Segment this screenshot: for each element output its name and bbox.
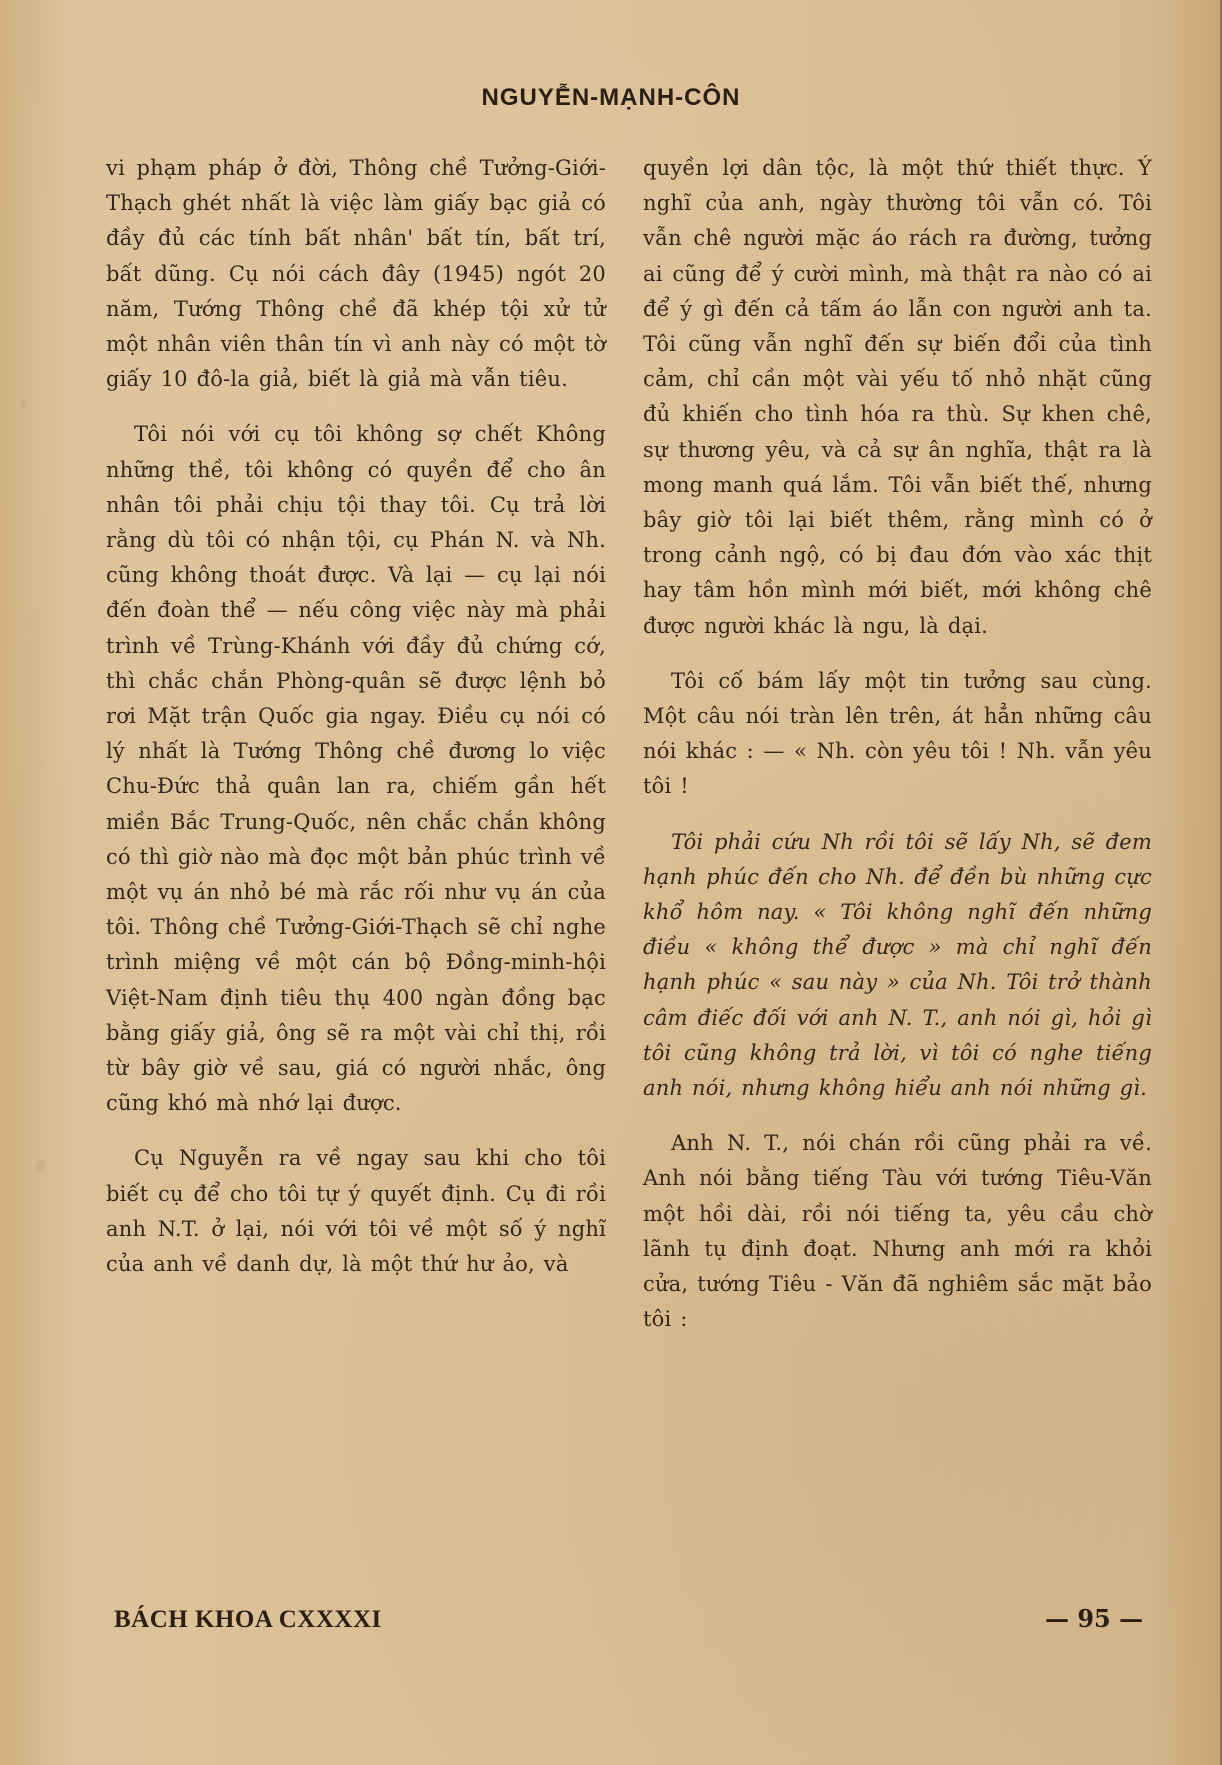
- paragraph: Cụ Nguyễn ra về ngay sau khi cho tôi biết cụ để cho tôi tự ý quyết định. Cụ đi rồi anh N.T. ở lại, nói với tôi về một số ý nghĩ của anh về danh dự, là một thứ hư ảo, và: [106, 1146, 606, 1277]
- paragraph: vi phạm pháp ở đời, Thông chề Tưởng-Giới-Thạch ghét nhất là việc làm giấy bạc giả có đầy đủ các tính bất nhân' bất tín, bất trí, bất dũng. Cụ nói cách đây (1945) ngót 20 năm, Tướng Thông chề đã khép tội xử tử một nhân viên thân tín vì anh này có một tờ giấy 10 đô-la giả, biết là giả mà vẫn tiêu.: [106, 156, 606, 392]
- paragraph-italic: Tôi phải cứu Nh rồi tôi sẽ lấy Nh, sẽ đem hạnh phúc đến cho Nh. để đền bù những cực khổ hôm nay. « Tôi không nghĩ đến những điều « không thể được » mà chỉ nghĩ đến hạnh phúc « sau này » của Nh. Tôi trở thành câm điếc đối với anh N. T., anh nói gì, hỏi gì tôi cũng không trả lời, vì tôi có nghe tiếng anh nói, nhưng không hiểu anh nói những gì.: [643, 829, 1152, 1101]
- page-header: NGUYỄN-MẠNH-CÔN: [481, 84, 741, 111]
- paragraph: Tôi nói với cụ tôi không sợ chết Không những thề, tôi không có quyền để cho ân nhân tôi phải chịu tội thay tôi. Cụ trả lời rằng dù tôi có nhận tội, cụ Phán N. và Nh. cũng không thoát được. Và lại — cụ lại nói đến đoàn thể — nếu công việc này mà phải trình về Trùng-Khánh với đầy đủ chứng cớ, thì chắc chắn Phòng-quân sẽ được lệnh bỏ rơi Mặt trận Quốc gia ngay. Điều cụ nói có lý nhất là Tướng Thông chề đương lo việc Chu-Đức thả quân lan ra, chiếm gần hết miền Bắc Trung-Quốc, nên chắc chắn không có thì giờ nào mà đọc một bản phúc trình về một vụ án nhỏ bé mà rắc rối như vụ án của tôi. Thông chề Tưởng-Giới-Thạch sẽ chỉ nghe trình miệng về một cán bộ Đồng-minh-hội Việt-Nam định tiêu thụ 400 ngàn đồng bạc bằng giấy giả, ông sẽ ra một vài chỉ thị, rồi từ bây giờ về sau, giá có người nhắc, ông cũng khó mà nhớ lại được.: [106, 422, 606, 1116]
- left-column: [106, 151, 606, 1302]
- journal-footer: BÁCH KHOA CXXXXI: [114, 1606, 382, 1633]
- paragraph: Tôi cố bám lấy một tin tưởng sau cùng. Một câu nói tràn lên trên, át hẳn những câu nói khác : — « Nh. còn yêu tôi ! Nh. vẫn yêu tôi !: [643, 668, 1152, 799]
- right-column: [643, 151, 1152, 1358]
- paragraph: quyền lợi dân tộc, là một thứ thiết thực. Ý nghĩ của anh, ngày thường tôi vẫn có. Tôi vẫn chê người mặc áo rách ra đường, tưởng ai cũng để ý cười mình, mà thật ra nào có ai để ý gì đến cả tấm áo lẫn con người anh ta. Tôi cũng vẫn nghĩ đến sự biến đổi của tình cảm, chỉ cần một vài yếu tố nhỏ nhặt cũng đủ khiến cho tình hóa ra thù. Sự khen chê, sự thương yêu, và cả sự ân nghĩa, thật ra là mong manh quá lắm. Tôi vẫn biết thế, nhưng bây giờ tôi lại biết thêm, rằng mình có ở trong cảnh ngộ, có bị đau đớn vào xác thịt hay tâm hồn mình mới biết, mới không chê được người khác là ngu, là dại.: [643, 156, 1152, 638]
- paper-stain: [36, 1160, 46, 1172]
- paragraph: Anh N. T., nói chán rồi cũng phải ra về. Anh nói bằng tiếng Tàu với tướng Tiêu-Văn một hồi dài, rồi nói tiếng ta, yêu cầu chờ lãnh tụ định đoạt. Nhưng anh mới ra khỏi cửa, tướng Tiêu - Văn đã nghiêm sắc mặt bảo tôi :: [643, 1131, 1152, 1332]
- paper-stain: [20, 400, 28, 408]
- page-number: — 95 —: [1045, 1604, 1144, 1633]
